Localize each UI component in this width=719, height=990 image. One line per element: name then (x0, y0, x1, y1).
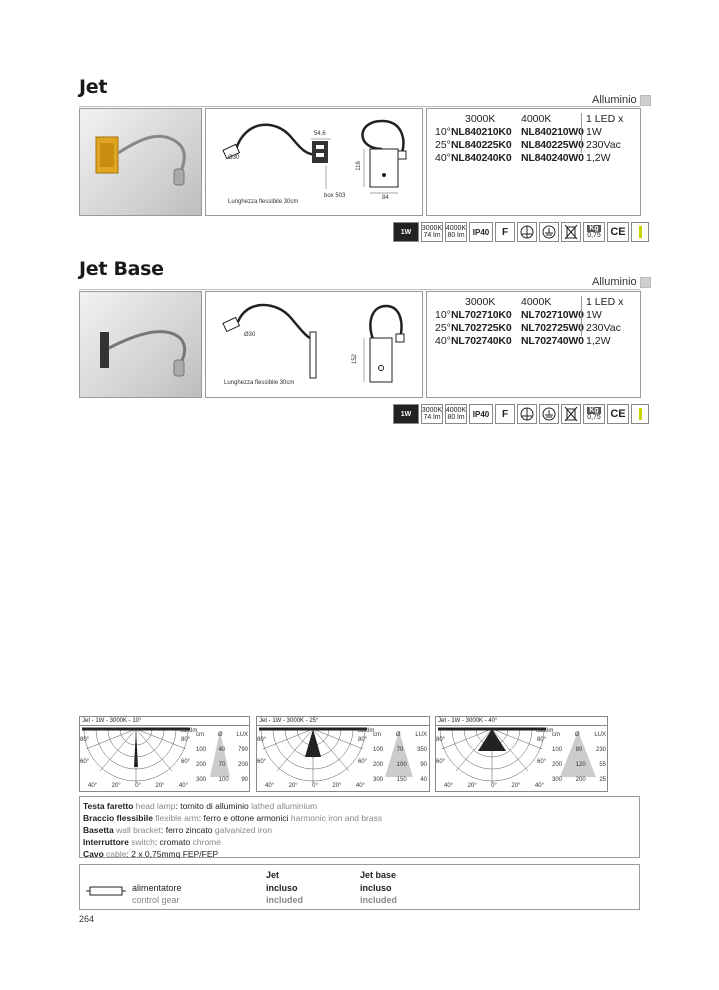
photometric-title: Jet - 1W - 3000K - 25° (257, 717, 429, 726)
gear-jet-base-it: incluso (360, 883, 392, 893)
bottom-angles: 40° 20° 0° 20° 40° (265, 783, 365, 789)
divider (79, 106, 640, 107)
control-gear-section (79, 864, 640, 910)
lux-table: cm Ø LUX 100 80 230 200 120 55 300 200 25 (552, 732, 606, 783)
ground-icon (539, 404, 559, 424)
material-row: Basetta wall bracket: ferro zincato galvanized iron (83, 825, 273, 835)
diameter-label: Ø30 (228, 155, 240, 161)
specs-row: 25° NL702725K0 NL702725W0 (435, 322, 584, 334)
col-4000k: 4000K (521, 113, 552, 125)
product-title-jet-base: Jet Base (79, 258, 164, 280)
technical-drawing-jet-base (205, 291, 423, 398)
certification-icons-jet-base (393, 404, 649, 424)
ce-mark-icon: CE (607, 404, 629, 424)
materials-section (79, 796, 640, 858)
specs-row: 10° NL702710K0 NL702710W0 (435, 309, 584, 321)
product-photo-jet-base-image (80, 292, 202, 398)
ip-rating-badge: IP40 (469, 404, 493, 424)
lux-table: cm Ø LUX 100 40 790 200 70 200 300 100 90 (196, 732, 248, 783)
class-ii-icon (517, 222, 537, 242)
electrical-specs: 1 LED x 1W 230Vac 1,2W (581, 113, 632, 153)
product-title-jet: Jet (79, 76, 108, 98)
diameter-label: Ø30 (244, 332, 256, 338)
energy-label-icon (631, 222, 649, 242)
finish-label-jet-base (592, 276, 651, 288)
specs-table-jet-base (426, 291, 641, 398)
finish-swatch (640, 95, 651, 106)
f-mark-icon: F (495, 222, 515, 242)
weight-badge: Kg 0,75 (583, 222, 605, 242)
material-row: Braccio flessibile flexible arm: ferro e ottone armonici harmonic iron and brass (83, 813, 383, 823)
lux-table: cm Ø LUX 100 70 350 200 100 90 300 150 40 (373, 732, 427, 783)
bottom-angles: 40° 20° 0° 20° 40° (444, 783, 544, 789)
photometry-section (79, 716, 640, 792)
lumen-3000-badge: 3000K 74 lm (421, 404, 443, 424)
certification-icons-jet (393, 222, 649, 242)
col-jet: Jet (266, 870, 280, 880)
material-row: Interruttore switch: cromato chrome (83, 837, 221, 847)
photometric-chart-40: Jet - 1W - 3000K - 40° 80° 60° 80° 60° cd/klm 40° 20° 0° 20° 40° cm Ø LUX 100 80 230 200 120 55 300 200 25 (435, 716, 608, 792)
lumen-3000-badge: 3000K 74 lm (421, 222, 443, 242)
gear-jet-it: incluso (266, 883, 298, 893)
ce-mark-icon: CE (607, 222, 629, 242)
specs-row: 40° NL840240K0 NL840240W0 (435, 152, 584, 164)
class-ii-icon (517, 404, 537, 424)
product-photo-jet (79, 108, 202, 216)
width-dim: 84 (382, 195, 389, 201)
flex-length-label: Lunghezza flessibile 30cm (228, 199, 299, 205)
specs-row: 25° NL840225K0 NL840225W0 (435, 139, 584, 151)
height-dim: 116 (355, 161, 362, 171)
col-jet-base: Jet base (360, 870, 397, 880)
photometric-title: Jet - 1W - 3000K - 40° (436, 717, 607, 726)
energy-label-icon (631, 404, 649, 424)
specs-row: 10° NL840210K0 NL840210W0 (435, 126, 584, 138)
photometric-chart-25: Jet - 1W - 3000K - 25° 80° 60° 80° 60° cd/klm 40° 20° 0° 20° 40° cm Ø LUX 100 70 350 200 100 90 300 150 40 (256, 716, 430, 792)
gear-label-it: alimentatore (132, 883, 182, 893)
weight-badge: Kg 0,75 (583, 404, 605, 424)
specs-table-jet (426, 108, 641, 216)
page-number: 264 (79, 914, 95, 924)
lumen-4000-badge: 4000K 80 lm (445, 222, 467, 242)
photometric-chart-10: Jet - 1W - 3000K - 10° 80° 60° 80° 60° cd/klm 40° 20° 0° 20° 40° cm Ø LUX 100 40 790 200 70 200 300 100 90 (79, 716, 250, 792)
driver-icon (86, 885, 126, 897)
gear-jet-en: included (266, 895, 304, 905)
height-dim: 152 (352, 353, 359, 365)
divider (79, 289, 640, 290)
electrical-specs: 1 LED x 1W 230Vac 1,2W (581, 296, 632, 336)
bottom-angles: 40° 20° 0° 20° 40° (88, 783, 188, 789)
material-row: Cavo cable: 2 x 0,75mmq FEP/FEP (83, 849, 219, 859)
finish-label-jet (592, 94, 651, 106)
ground-icon (539, 222, 559, 242)
depth-dim: 54,6 (314, 131, 326, 137)
box-label: box 503 (324, 193, 346, 199)
gear-label-en: control gear (132, 895, 180, 905)
flex-length-label: Lunghezza flessibile 30cm (224, 380, 295, 386)
product-photo-jet-image (80, 109, 202, 216)
lumen-4000-badge: 4000K 80 lm (445, 404, 467, 424)
f-mark-icon: F (495, 404, 515, 424)
technical-drawing-jet (205, 108, 423, 216)
finish-swatch (640, 277, 651, 288)
power-badge: 1W (393, 404, 419, 424)
col-4000k: 4000K (521, 296, 552, 308)
gear-jet-base-en: included (360, 895, 398, 905)
weee-bin-icon (561, 222, 581, 242)
product-photo-jet-base (79, 291, 202, 398)
col-3000k: 3000K (465, 113, 496, 125)
power-badge: 1W (393, 222, 419, 242)
finish-text: Alluminio (592, 94, 637, 106)
material-row: Testa faretto head lamp: tornito di alluminio lathed alluminium (83, 801, 318, 811)
specs-row: 40° NL702740K0 NL702740W0 (435, 335, 584, 347)
weee-bin-icon (561, 404, 581, 424)
col-3000k: 3000K (465, 296, 496, 308)
photometric-title: Jet - 1W - 3000K - 10° (80, 717, 249, 726)
finish-text: Alluminio (592, 276, 637, 288)
ip-rating-badge: IP40 (469, 222, 493, 242)
